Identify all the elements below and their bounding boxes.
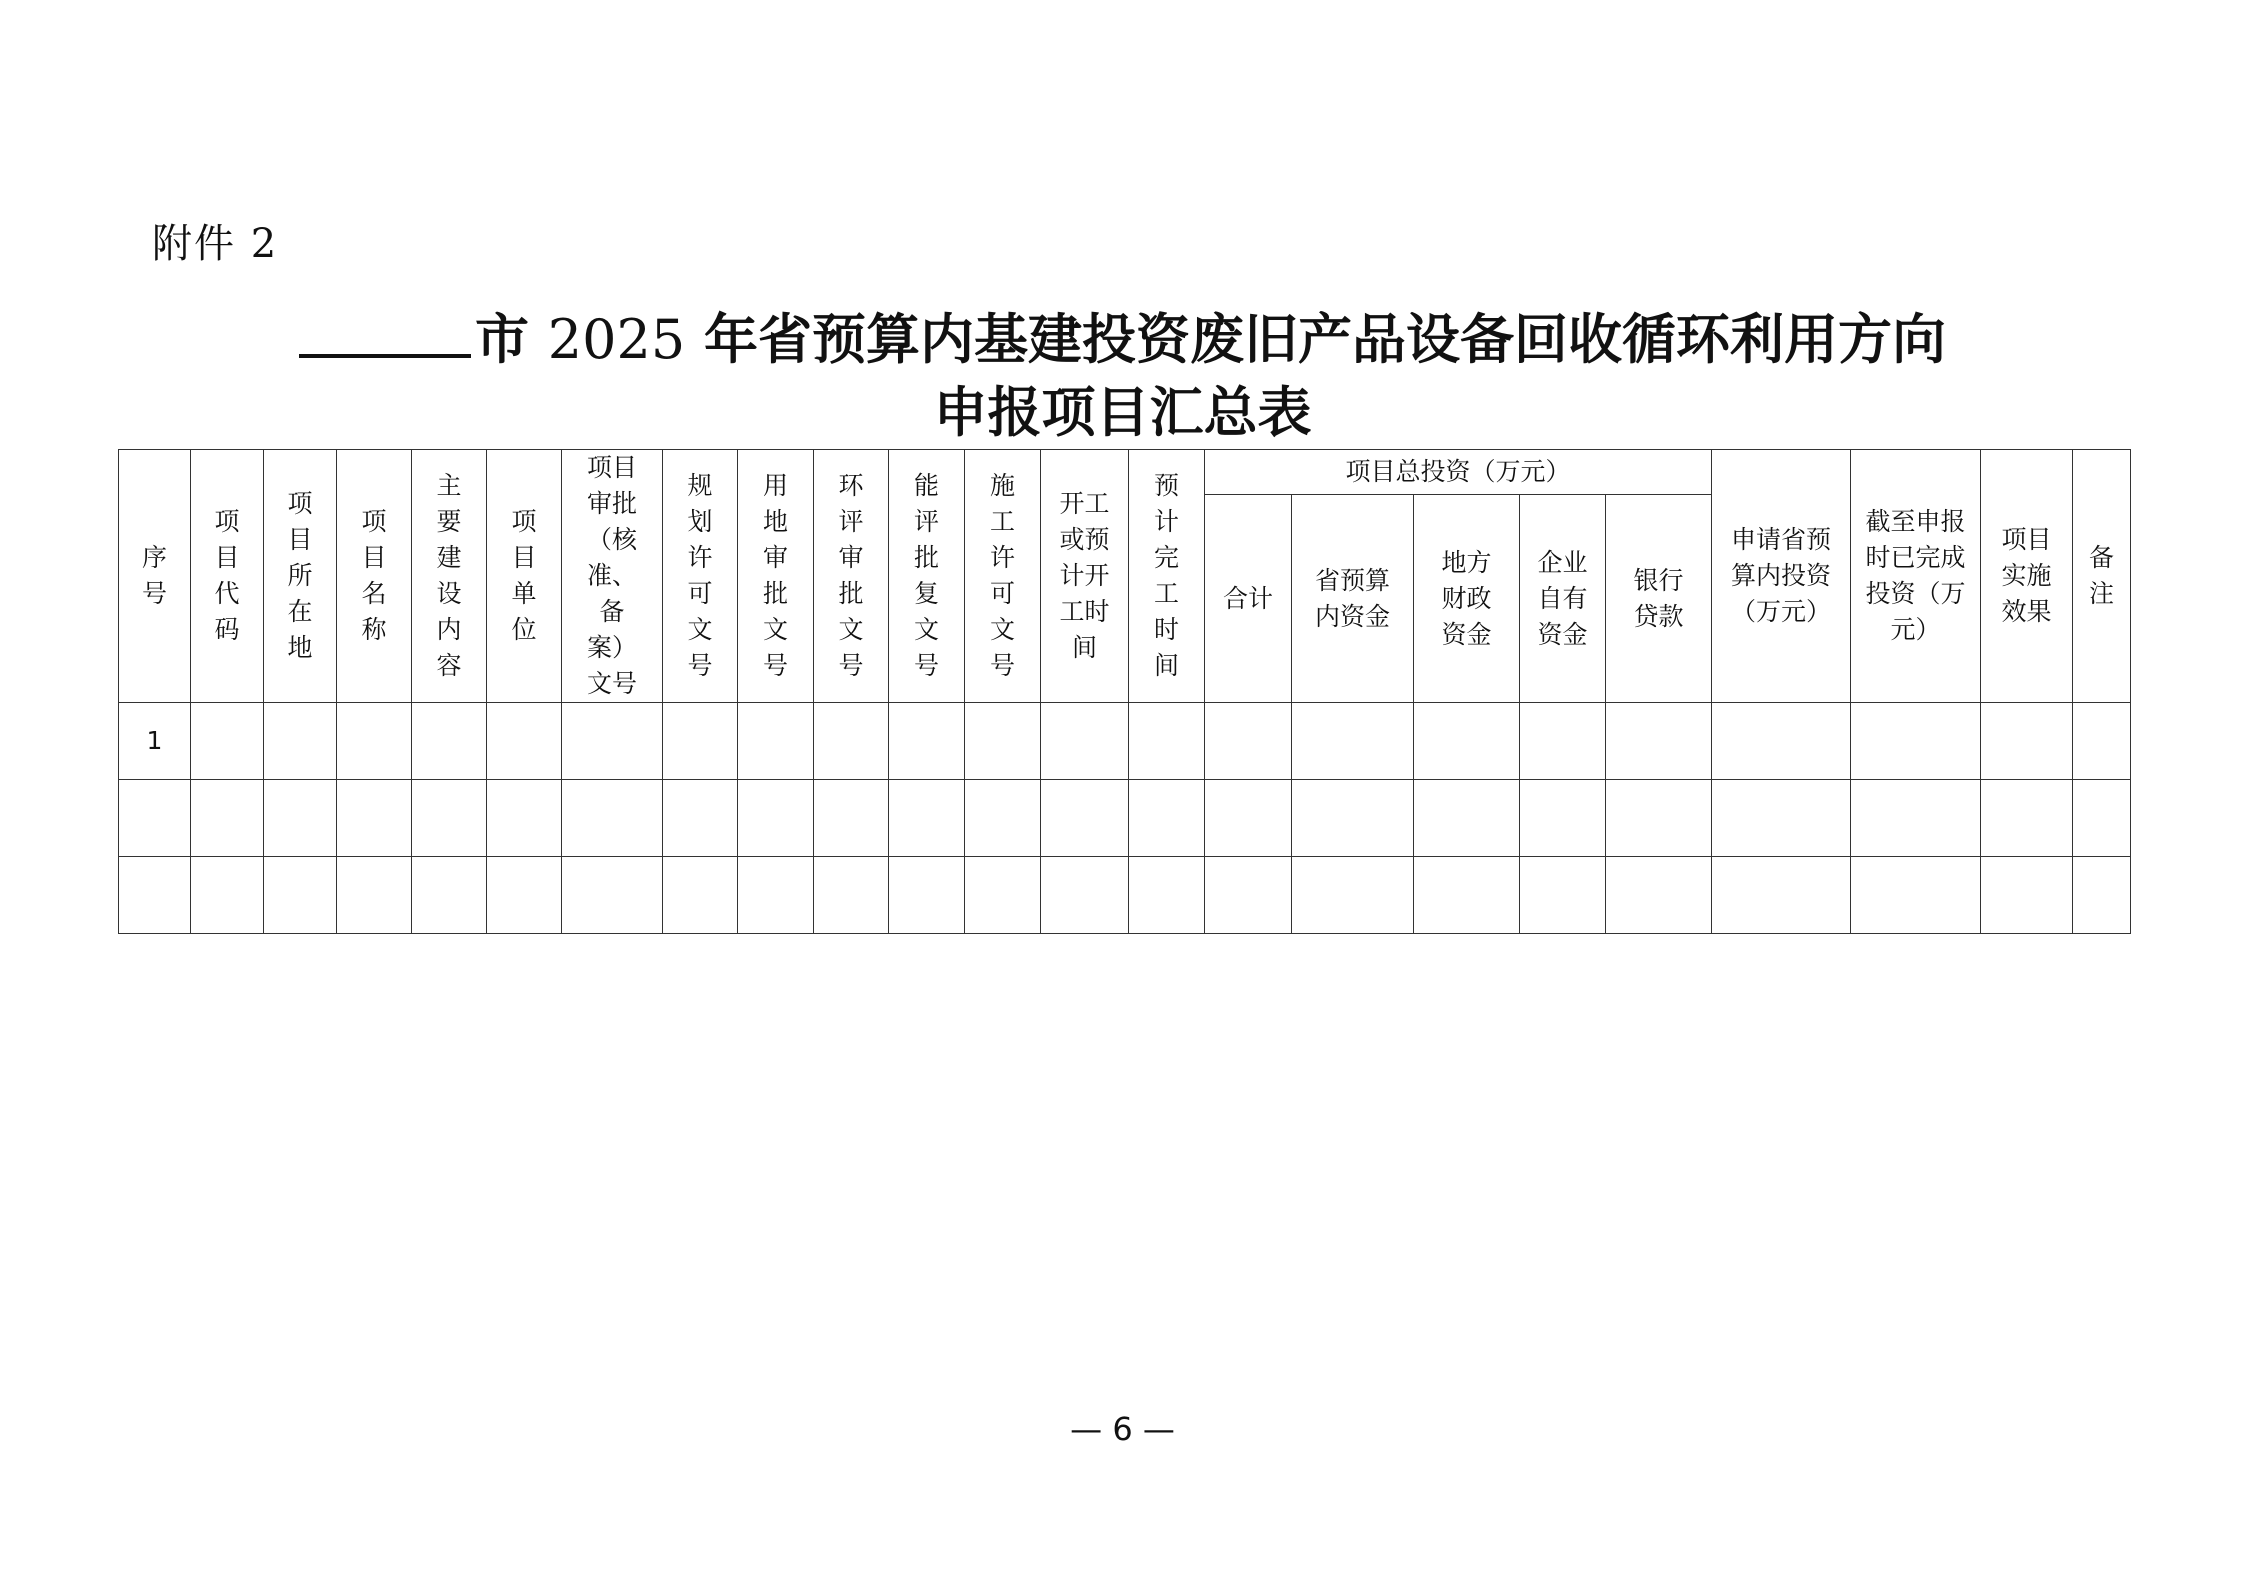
table-cell[interactable] — [487, 857, 562, 934]
table-cell[interactable] — [1205, 857, 1292, 934]
table-cell[interactable] — [965, 857, 1041, 934]
table-cell[interactable] — [1851, 780, 1981, 857]
table-cell[interactable] — [738, 703, 814, 780]
header-implementation-effect: 项目实施效果 — [1981, 450, 2073, 703]
table-cell[interactable] — [1712, 780, 1851, 857]
cell-serial: 1 — [119, 703, 191, 780]
table-cell[interactable] — [1414, 703, 1520, 780]
table-cell[interactable] — [562, 703, 663, 780]
table-cell[interactable] — [889, 857, 965, 934]
table-cell[interactable] — [191, 857, 264, 934]
header-bank-loans: 银行贷款 — [1606, 495, 1712, 703]
table-cell[interactable] — [1851, 857, 1981, 934]
table-cell[interactable] — [1981, 703, 2073, 780]
table-cell[interactable] — [738, 780, 814, 857]
table-cell[interactable] — [2073, 780, 2131, 857]
header-project-code: 项目代码 — [191, 450, 264, 703]
header-main-content: 主要建设内容 — [412, 450, 487, 703]
table-cell[interactable] — [1205, 780, 1292, 857]
table-cell[interactable] — [191, 703, 264, 780]
table-cell[interactable] — [2073, 857, 2131, 934]
header-planning-permit: 规划许可文号 — [663, 450, 738, 703]
header-land-approval: 用地审批文号 — [738, 450, 814, 703]
table-cell[interactable] — [1292, 857, 1414, 934]
table-cell[interactable] — [337, 780, 412, 857]
header-total: 合计 — [1205, 495, 1292, 703]
table-cell[interactable] — [965, 703, 1041, 780]
table-cell[interactable] — [1041, 703, 1129, 780]
header-provincial-budget-funds: 省预算内资金 — [1292, 495, 1414, 703]
header-local-finance-funds: 地方财政资金 — [1414, 495, 1520, 703]
attachment-label: 附件 2 — [152, 221, 279, 267]
table-cell[interactable] — [1414, 857, 1520, 934]
table-cell[interactable] — [663, 703, 738, 780]
table-cell[interactable] — [412, 780, 487, 857]
document-title-line2: 申报项目汇总表 — [933, 381, 1312, 444]
cell-serial — [119, 780, 191, 857]
header-completed-investment: 截至申报时已完成投资（万元） — [1851, 450, 1981, 703]
table-cell[interactable] — [814, 703, 889, 780]
table-cell[interactable] — [487, 780, 562, 857]
table-cell[interactable] — [412, 857, 487, 934]
table-cell[interactable] — [1129, 780, 1205, 857]
header-eia-approval: 环评审批文号 — [814, 450, 889, 703]
table-cell[interactable] — [562, 857, 663, 934]
table-cell[interactable] — [337, 703, 412, 780]
page-number: — 6 — — [1070, 1410, 1175, 1448]
table-cell[interactable] — [487, 703, 562, 780]
table-cell[interactable] — [889, 780, 965, 857]
title-line1-rest: 年省预算内基建投资废旧产品设备回收循环利用方向 — [704, 308, 1947, 371]
header-enterprise-own-funds: 企业自有资金 — [1520, 495, 1606, 703]
document-title-line1 — [0, 302, 2245, 375]
cell-serial — [119, 857, 191, 934]
table-cell[interactable] — [2073, 703, 2131, 780]
table-row — [119, 703, 2131, 780]
table-cell[interactable] — [264, 780, 337, 857]
header-project-unit: 项目单位 — [487, 450, 562, 703]
header-completion-time: 预计完工时间 — [1129, 450, 1205, 703]
table-cell[interactable] — [1981, 780, 2073, 857]
project-summary-table — [118, 449, 2131, 934]
table-cell[interactable] — [889, 703, 965, 780]
table-cell[interactable] — [1129, 857, 1205, 934]
table-cell[interactable] — [337, 857, 412, 934]
table-cell[interactable] — [1292, 780, 1414, 857]
header-requested-provincial-investment: 申请省预算内投资（万元） — [1712, 450, 1851, 703]
table-cell[interactable] — [1606, 703, 1712, 780]
header-serial: 序号 — [119, 450, 191, 703]
table-cell[interactable] — [191, 780, 264, 857]
table-cell[interactable] — [814, 780, 889, 857]
city-name-blank[interactable] — [299, 302, 471, 358]
table-cell[interactable] — [1205, 703, 1292, 780]
table-cell[interactable] — [1520, 780, 1606, 857]
table-cell[interactable] — [1712, 857, 1851, 934]
table-cell[interactable] — [965, 780, 1041, 857]
table-cell[interactable] — [663, 780, 738, 857]
table-cell[interactable] — [1292, 703, 1414, 780]
table-cell[interactable] — [814, 857, 889, 934]
table-cell[interactable] — [264, 857, 337, 934]
table-cell[interactable] — [1414, 780, 1520, 857]
table-cell[interactable] — [1520, 703, 1606, 780]
table-cell[interactable] — [1981, 857, 2073, 934]
header-start-time: 开工或预计开工时间 — [1041, 450, 1129, 703]
table-cell[interactable] — [562, 780, 663, 857]
table-cell[interactable] — [1129, 703, 1205, 780]
table-cell[interactable] — [1712, 703, 1851, 780]
table-cell[interactable] — [1041, 780, 1129, 857]
table-row — [119, 857, 2131, 934]
table-cell[interactable] — [1041, 857, 1129, 934]
table-cell[interactable] — [663, 857, 738, 934]
header-energy-approval: 能评批复文号 — [889, 450, 965, 703]
table-cell[interactable] — [264, 703, 337, 780]
header-approval-doc: 项目审批（核准、备案）文号 — [562, 450, 663, 703]
header-construction-permit: 施工许可文号 — [965, 450, 1041, 703]
table-cell[interactable] — [1520, 857, 1606, 934]
table-row — [119, 780, 2131, 857]
header-total-investment-group: 项目总投资（万元） — [1205, 450, 1712, 495]
title-year: 2025 — [547, 308, 686, 371]
table-cell[interactable] — [738, 857, 814, 934]
title-prefix: 市 — [474, 308, 529, 371]
header-project-name: 项目名称 — [337, 450, 412, 703]
header-location: 项目所在地 — [264, 450, 337, 703]
table-cell[interactable] — [1606, 780, 1712, 857]
table-cell[interactable] — [1851, 703, 1981, 780]
table-cell[interactable] — [412, 703, 487, 780]
table-cell[interactable] — [1606, 857, 1712, 934]
header-remarks: 备注 — [2073, 450, 2131, 703]
